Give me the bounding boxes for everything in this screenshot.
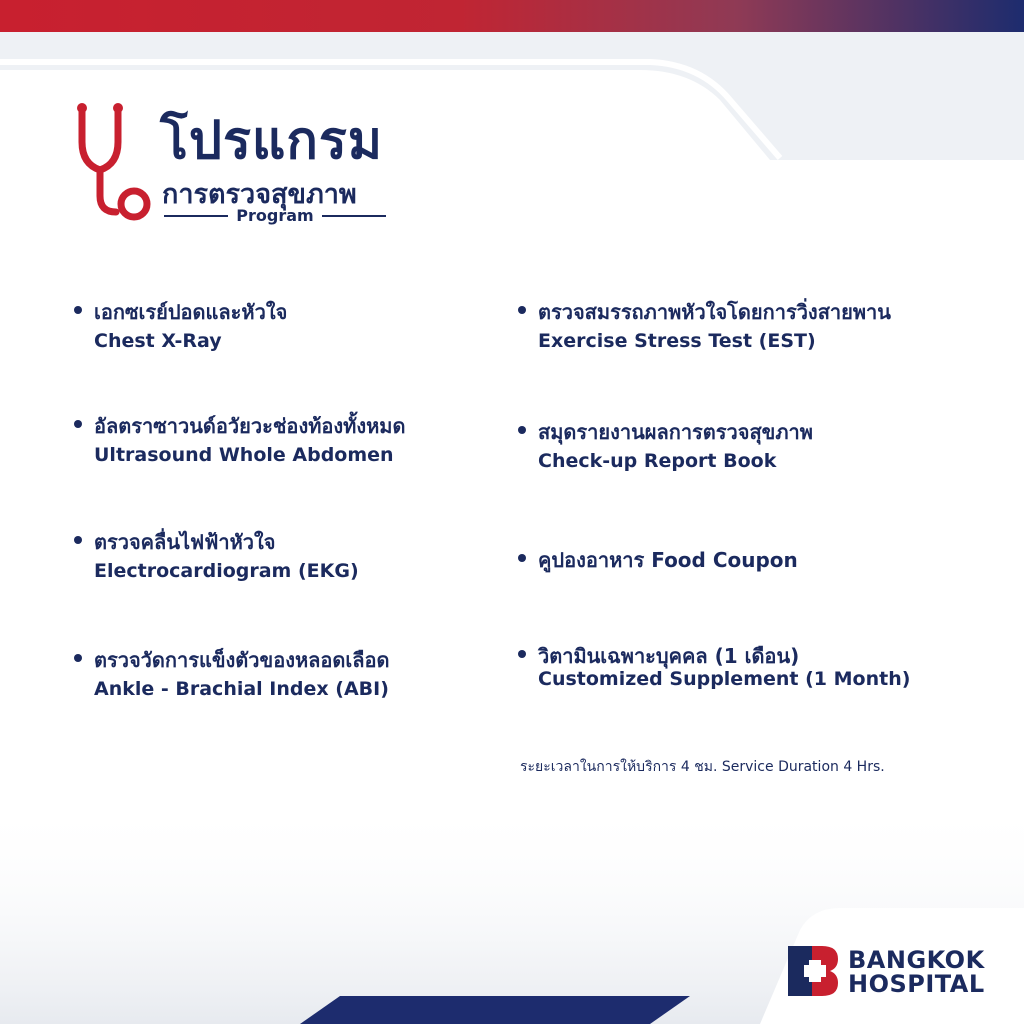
bullet-icon (74, 654, 82, 662)
item-thai: อัลตราซาวนด์อวัยวะช่องท้องทั้งหมด (94, 414, 406, 438)
hospital-cross-icon (788, 946, 838, 996)
brand-name-line2: HOSPITAL (848, 970, 985, 998)
item-english: Ankle - Brachial Index (ABI) (94, 678, 389, 700)
program-label: Program (236, 206, 314, 225)
bullet-icon (518, 426, 526, 434)
item-thai: ตรวจคลื่นไฟฟ้าหัวใจ (94, 530, 276, 554)
item-thai: วิตามินเฉพาะบุคคล (1 เดือน) (538, 644, 800, 668)
brand-name-line1: BANGKOK (848, 946, 985, 974)
item-thai: คูปองอาหาร Food Coupon (538, 548, 798, 572)
bullet-icon (74, 536, 82, 544)
title-program (164, 206, 386, 225)
divider-line (322, 215, 386, 217)
divider-line (164, 215, 228, 217)
item-english: Exercise Stress Test (EST) (538, 330, 816, 352)
bullet-icon (518, 554, 526, 562)
item-thai: ตรวจสมรรถภาพหัวใจโดยการวิ่งสายพาน (538, 300, 891, 324)
service-duration: ระยะเวลาในการให้บริการ 4 ชม. Service Duration 4 Hrs. (520, 759, 885, 775)
program-heading (72, 100, 402, 230)
stethoscope-icon (72, 100, 154, 224)
bangkok-hospital-logo (788, 946, 988, 996)
item-english: Ultrasound Whole Abdomen (94, 444, 394, 466)
bullet-icon (518, 306, 526, 314)
item-thai: ตรวจวัดการแข็งตัวของหลอดเลือด (94, 648, 390, 672)
item-english: Chest X-Ray (94, 330, 222, 352)
item-english: Check-up Report Book (538, 450, 777, 472)
title-sub: การตรวจสุขภาพ (162, 179, 357, 210)
bullet-icon (518, 650, 526, 658)
bullet-icon (74, 420, 82, 428)
item-thai: สมุดรายงานผลการตรวจสุขภาพ (538, 420, 813, 444)
item-thai: เอกซเรย์ปอดและหัวใจ (94, 300, 288, 324)
title-main: โปรแกรม (160, 111, 384, 171)
item-english: Customized Supplement (1 Month) (538, 668, 911, 690)
bullet-icon (74, 306, 82, 314)
item-english: Electrocardiogram (EKG) (94, 560, 359, 582)
